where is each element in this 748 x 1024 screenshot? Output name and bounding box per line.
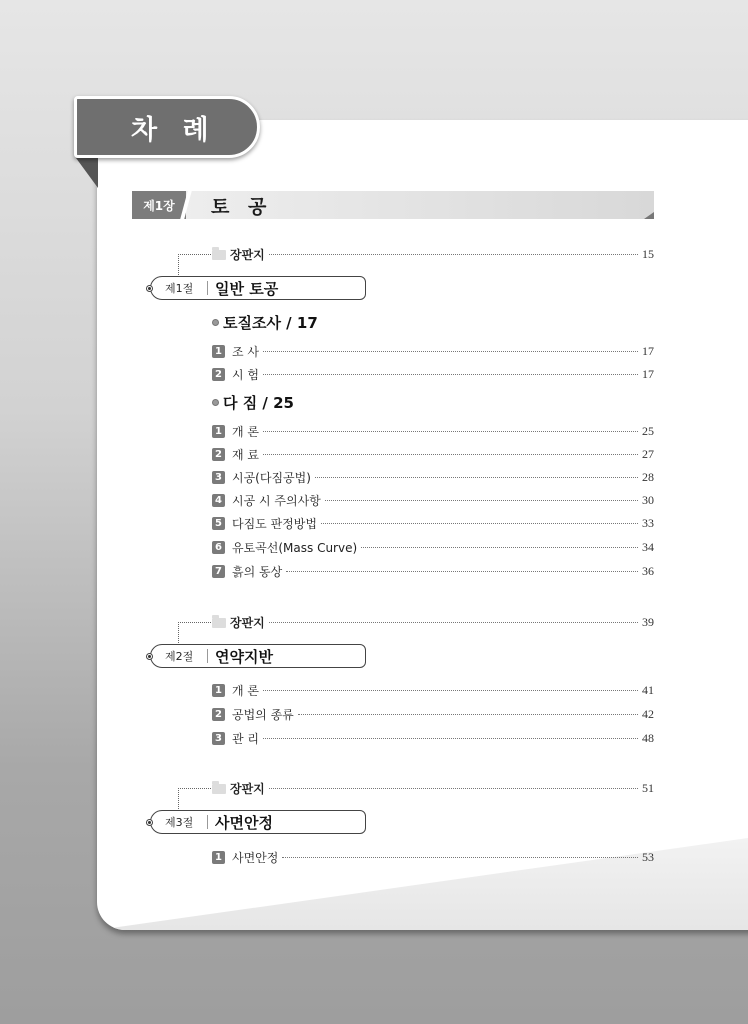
toc-entry-label: 개 론 (232, 683, 259, 698)
toc-page-number: 36 (642, 563, 654, 578)
section-bullet-icon (146, 819, 153, 826)
dot-leader (325, 492, 638, 501)
toc-page-number: 53 (642, 849, 654, 864)
section-separator (207, 815, 208, 829)
toc-page-number: 15 (642, 246, 654, 261)
number-badge: 2 (212, 708, 225, 721)
toc-page-number: 25 (642, 423, 654, 438)
section-bullet-icon (146, 285, 153, 292)
number-badge: 1 (212, 684, 225, 697)
number-badge: 2 (212, 368, 225, 381)
toc-entry-label: 시공 시 주의사항 (232, 493, 321, 508)
toc-entry-label: 조 사 (232, 344, 259, 359)
toc-entry[interactable] (212, 492, 654, 508)
page-title: 차 례 (74, 96, 260, 158)
group-heading[interactable] (212, 392, 294, 413)
toc-page-number: 28 (642, 469, 654, 484)
toc-entry-label: 장판지 (230, 615, 265, 630)
toc-entry[interactable] (212, 563, 654, 579)
toc-entry[interactable] (212, 706, 654, 722)
toc-page-number: 51 (642, 780, 654, 795)
toc-page-number: 39 (642, 614, 654, 629)
toc-entry[interactable] (212, 366, 654, 382)
section-separator (207, 281, 208, 295)
tree-connector (178, 254, 211, 277)
toc-entry-label: 재 료 (232, 447, 259, 462)
dot-leader (286, 563, 638, 572)
tree-connector (178, 622, 211, 645)
toc-entry-label: 다짐도 판정방법 (232, 516, 317, 531)
section-label: 제1절 (165, 282, 194, 295)
number-badge: 3 (212, 471, 225, 484)
number-badge: 6 (212, 541, 225, 554)
toc-entry-label: 사면안정 (232, 850, 279, 865)
dot-leader (361, 539, 638, 548)
toc-entry[interactable] (212, 446, 654, 462)
section-title: 연약지반 (215, 647, 273, 666)
toc-divider-entry[interactable] (212, 614, 654, 630)
dot-leader (269, 780, 638, 789)
toc-entry[interactable] (212, 423, 654, 439)
toc-entry-label: 장판지 (230, 781, 265, 796)
toc-entry[interactable] (212, 343, 654, 359)
dot-leader (263, 343, 638, 352)
toc-entry-label: 흙의 동상 (232, 564, 283, 579)
folder-icon (212, 784, 226, 794)
toc-page-number: 17 (642, 343, 654, 358)
dot-leader (263, 682, 638, 691)
section-label: 제2절 (165, 650, 194, 663)
toc-entry[interactable] (212, 682, 654, 698)
toc-entry[interactable] (212, 515, 654, 531)
group-bullet-icon (212, 319, 219, 326)
toc-divider-entry[interactable] (212, 246, 654, 262)
number-badge: 3 (212, 732, 225, 745)
chapter-label: 제1장 (132, 191, 186, 219)
dot-leader (263, 730, 638, 739)
dot-leader (315, 469, 638, 478)
section-label: 제3절 (165, 816, 194, 829)
toc-entry-label: 장판지 (230, 247, 265, 262)
group-heading-text: 토질조사 / 17 (223, 314, 318, 332)
section-title: 사면안정 (215, 813, 273, 832)
toc-page-number: 27 (642, 446, 654, 461)
toc-entry[interactable] (212, 469, 654, 485)
chapter-title: 토 공 (211, 196, 273, 218)
toc-entry-label: 공법의 종류 (232, 707, 294, 722)
tab-fold (76, 158, 98, 188)
toc-entry[interactable] (212, 539, 654, 555)
dot-leader (282, 849, 638, 858)
toc-page-number: 34 (642, 539, 654, 554)
dot-leader (298, 706, 638, 715)
folder-icon (212, 250, 226, 260)
number-badge: 7 (212, 565, 225, 578)
dot-leader (269, 246, 638, 255)
group-heading-text: 다 짐 / 25 (223, 394, 294, 412)
toc-entry-label: 관 리 (232, 731, 259, 746)
number-badge: 1 (212, 851, 225, 864)
section-bullet-icon (146, 653, 153, 660)
toc-page-number: 41 (642, 682, 654, 697)
section-separator (207, 649, 208, 663)
group-heading[interactable] (212, 312, 318, 333)
dot-leader (263, 366, 638, 375)
section-title: 일반 토공 (215, 279, 279, 298)
number-badge: 2 (212, 448, 225, 461)
toc-entry-label: 개 론 (232, 424, 259, 439)
folder-icon (212, 618, 226, 628)
dot-leader (263, 423, 638, 432)
toc-page-number: 42 (642, 706, 654, 721)
toc-entry[interactable] (212, 730, 654, 746)
toc-page-number: 30 (642, 492, 654, 507)
toc-page-number: 48 (642, 730, 654, 745)
number-badge: 4 (212, 494, 225, 507)
number-badge: 5 (212, 517, 225, 530)
toc-entry-label: 유토곡선(Mass Curve) (232, 540, 358, 555)
section-heading[interactable] (150, 644, 366, 668)
section-heading[interactable] (150, 810, 366, 834)
dot-leader (263, 446, 638, 455)
number-badge: 1 (212, 425, 225, 438)
dot-leader (321, 515, 638, 524)
toc-divider-entry[interactable] (212, 780, 654, 796)
toc-page-number: 17 (642, 366, 654, 381)
section-heading[interactable] (150, 276, 366, 300)
chapter-bar-corner (644, 212, 654, 219)
toc-entry-label: 시공(다짐공법) (232, 470, 311, 485)
toc-entry[interactable] (212, 849, 654, 865)
toc-page-number: 33 (642, 515, 654, 530)
number-badge: 1 (212, 345, 225, 358)
group-bullet-icon (212, 399, 219, 406)
tree-connector (178, 788, 211, 811)
toc-entry-label: 시 험 (232, 367, 259, 382)
dot-leader (269, 614, 638, 623)
